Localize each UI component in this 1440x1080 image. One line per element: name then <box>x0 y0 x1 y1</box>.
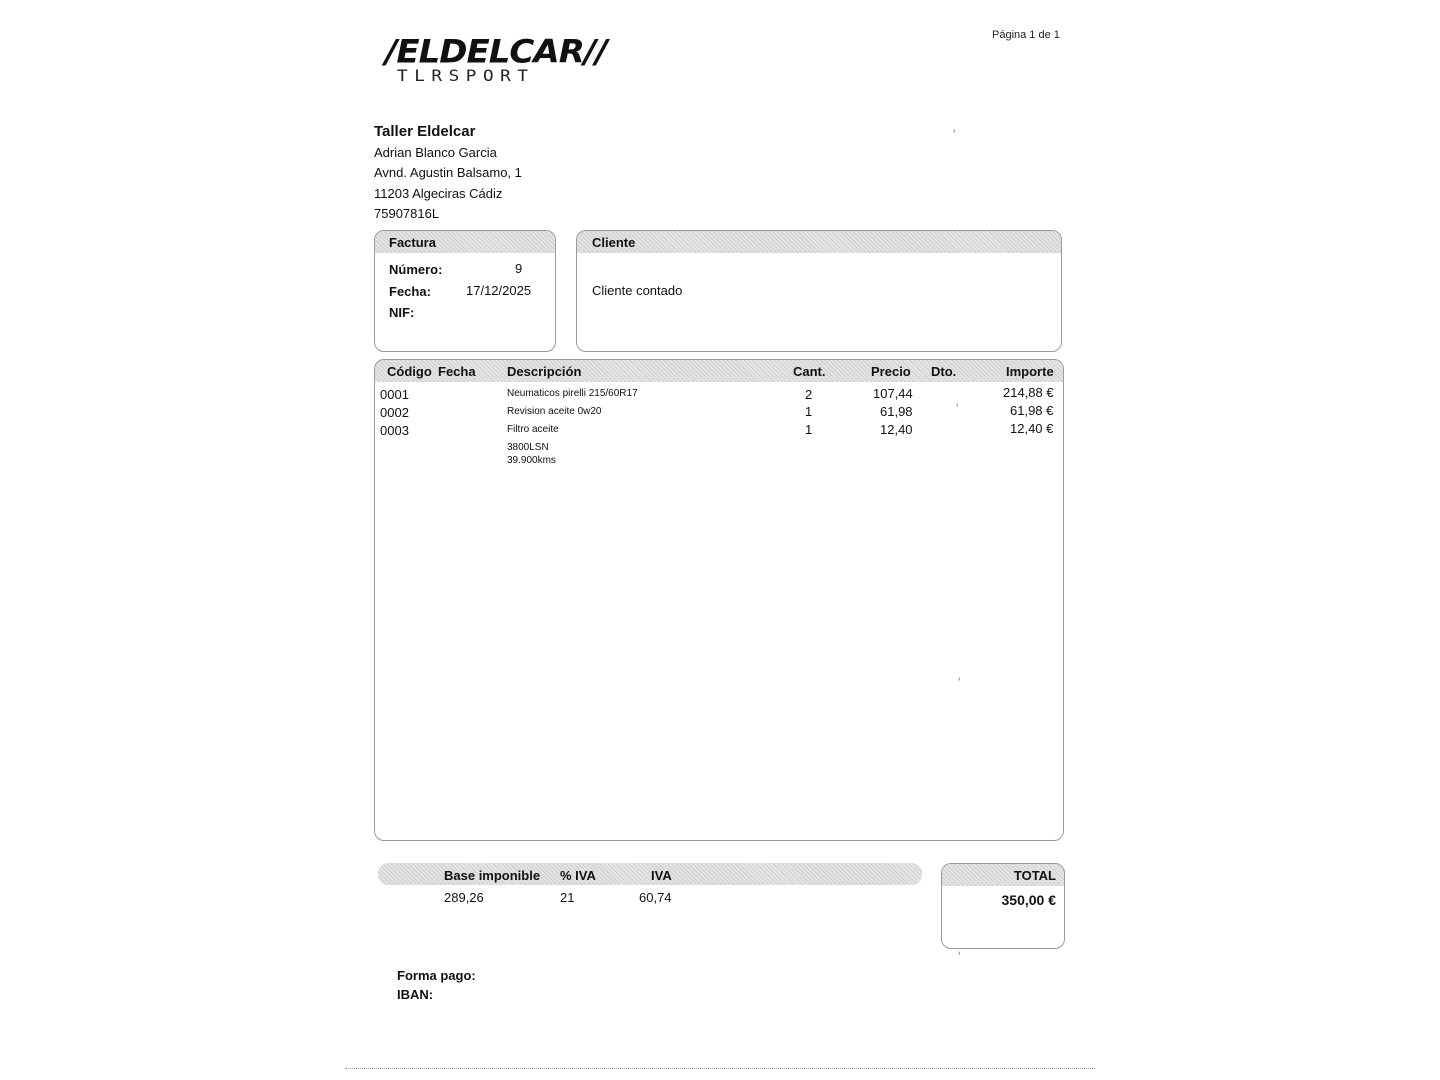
header-precio: Precio <box>871 364 911 379</box>
stray-mark: ³ <box>958 678 960 684</box>
iva-value: 60,74 <box>639 890 672 905</box>
row-precio: 61,98 <box>880 404 913 419</box>
table-header <box>375 360 1063 382</box>
company-nif: 75907816L <box>374 206 440 221</box>
invoice-number: 9 <box>515 261 523 276</box>
company-info <box>374 122 522 225</box>
line-note: 3800LSN <box>507 442 549 453</box>
invoice-box-header <box>375 231 555 253</box>
header-descripcion: Descripción <box>507 364 582 379</box>
iban-label: IBAN: <box>397 987 434 1002</box>
logo-wordmark: /ELDELCAR// <box>385 33 607 71</box>
row-importe: 214,88 € <box>1003 385 1054 400</box>
invoice-number-label: Número: <box>389 262 443 277</box>
header-cant: Cant. <box>793 364 826 379</box>
client-box-header <box>577 231 1061 253</box>
row-importe: 61,98 € <box>1010 403 1054 418</box>
client-box <box>576 230 1062 352</box>
total-box-header <box>942 864 1064 886</box>
page-number: Página 1 de 1 <box>992 29 1060 41</box>
company-owner: Adrian Blanco Garcia <box>374 144 497 160</box>
invoice-lines-table <box>374 359 1064 841</box>
row-precio: 12,40 <box>880 422 913 437</box>
company-logo <box>385 33 607 85</box>
invoice-date-label: Fecha: <box>389 284 431 299</box>
total-value: 350,00 € <box>1001 892 1056 908</box>
header-fecha: Fecha <box>438 364 476 379</box>
row-importe: 12,40 € <box>1010 421 1054 436</box>
total-box <box>941 863 1065 949</box>
company-address: Avnd. Agustin Balsamo, 1 <box>374 165 522 180</box>
footer-divider <box>345 1068 1095 1069</box>
row-descripcion: Filtro aceite <box>507 424 559 435</box>
payment-method-label: Forma pago: <box>397 968 476 983</box>
base-value: 289,26 <box>444 890 484 905</box>
row-dto: ³ <box>956 404 958 410</box>
row-cant: 1 <box>805 422 813 437</box>
iva-pct-value: 21 <box>560 890 575 905</box>
iva-label: IVA <box>651 868 672 883</box>
stray-mark: ³ <box>953 130 955 136</box>
row-cant: 2 <box>805 387 813 402</box>
header-importe: Importe <box>1006 364 1054 379</box>
row-codigo: 0002 <box>380 405 409 420</box>
iva-pct-label: % IVA <box>560 868 596 883</box>
invoice-date: 17/12/2025 <box>466 283 532 298</box>
row-descripcion: Revision aceite 0w20 <box>507 406 602 417</box>
line-note: 39.900kms <box>507 455 556 466</box>
header-dto: Dto. <box>931 364 957 379</box>
header-codigo: Código <box>387 364 432 379</box>
stray-mark: ³ <box>958 952 960 958</box>
invoice-nif-label: NIF: <box>389 305 415 320</box>
row-cant: 1 <box>805 404 813 419</box>
company-city: 11203 Algeciras Cádiz <box>374 185 503 201</box>
row-descripcion: Neumaticos pirelli 215/60R17 <box>507 388 638 399</box>
invoice-box <box>374 230 556 352</box>
client-name: Cliente contado <box>592 283 683 298</box>
row-codigo: 0003 <box>380 423 409 438</box>
client-box-title: Cliente <box>592 235 636 250</box>
totals-header-bar <box>378 863 922 885</box>
total-label: TOTAL <box>1013 868 1056 883</box>
row-precio: 107,44 <box>873 386 913 401</box>
company-name: Taller Eldelcar <box>374 123 476 140</box>
invoice-box-title: Factura <box>389 235 436 250</box>
row-codigo: 0001 <box>380 387 409 402</box>
logo-subtitle: TLRSPORT <box>397 66 535 85</box>
base-label: Base imponible <box>444 868 541 883</box>
